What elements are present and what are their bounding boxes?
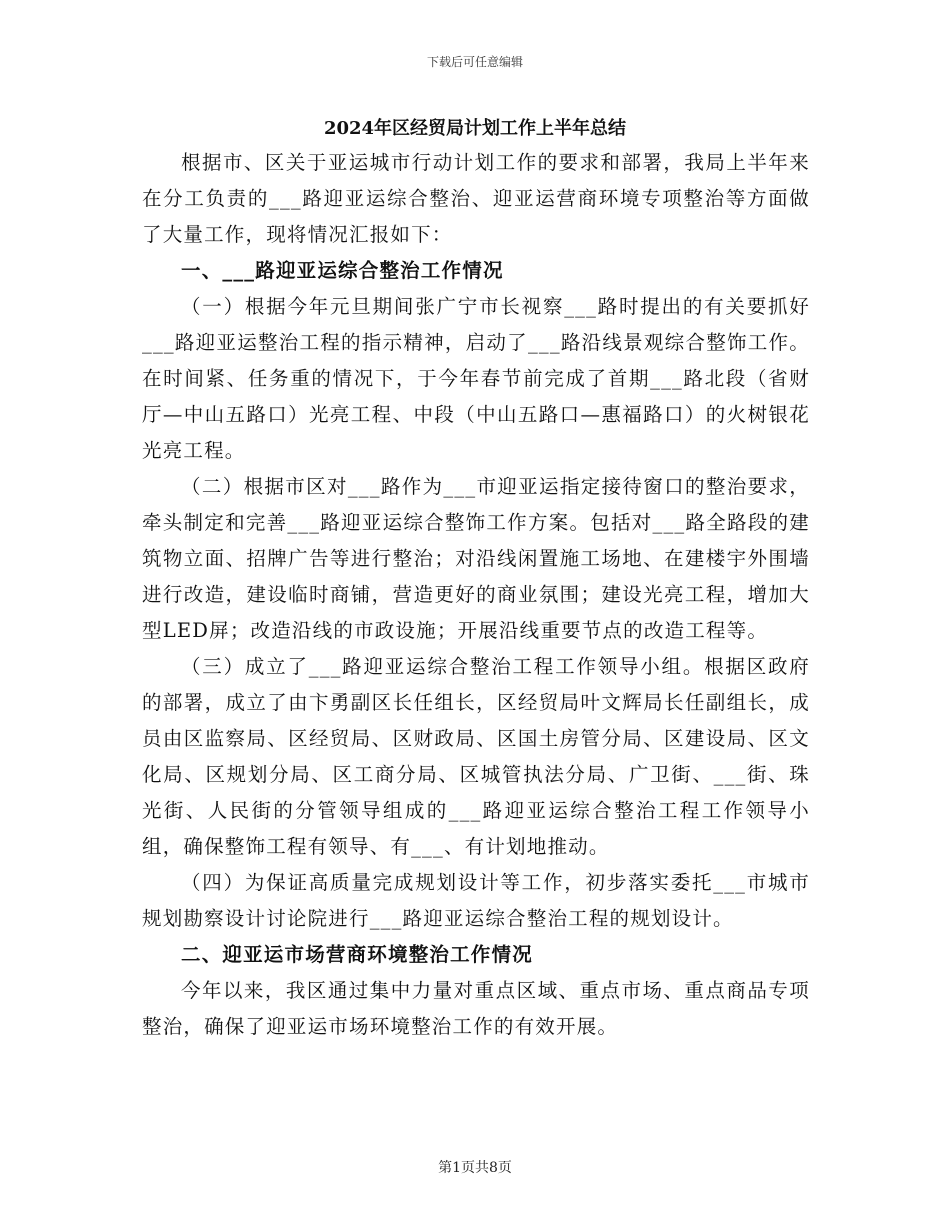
section1-paragraph-2: （二）根据市区对___路作为___市迎亚运指定接待窗口的整治要求，牵头制定和完善___路迎亚运综合整饰工作方案。包括对___路全路段的建筑物立面、招牌广告等进行整治；对沿线闲置施工场地、在建楼宇外围墙进行改造，建设临时商铺，营造更好的商业氛围；建设光亮工程，增加大型LED屏；改造沿线的市政设施；开展沿线重要节点的改造工程等。: [142, 475, 810, 642]
section2-paragraph-1: 今年以来，我区通过集中力量对重点区域、重点市场、重点商品专项整治，确保了迎亚运市场环境整治工作的有效开展。: [142, 979, 810, 1038]
section1-paragraph-1: （一）根据今年元旦期间张广宁市长视察___路时提出的有关要抓好___路迎亚运整治工程的指示精神，启动了___路沿线景观综合整饰工作。在时间紧、任务重的情况下，于今年春节前完成了首期___路北段（省财厅—中山五路口）光亮工程、中段（中山五路口—惠福路口）的火树银花光亮工程。: [142, 295, 810, 462]
document-title: 2024年区经贸局计划工作上半年总结: [323, 118, 627, 139]
section-heading-2: 二、迎亚运市场营商环境整治工作情况: [181, 943, 533, 966]
document-body: [142, 145, 810, 1045]
section1-paragraph-3: （三）成立了___路迎亚运综合整治工程工作领导小组。根据区政府的部署，成立了由卞勇副区长任组长，区经贸局叶文辉局长任副组长，成员由区监察局、区经贸局、区财政局、区国土房管分局、区建设局、区文化局、区规划分局、区工商分局、区城管执法分局、广卫街、___街、珠光街、人民街的分管领导组成的___路迎亚运综合整治工程工作领导小组，确保整饰工程有领导、有___、有计划地推动。: [142, 655, 810, 858]
page-number-footer: 第1页共8页: [438, 1160, 512, 1176]
intro-paragraph: 根据市、区关于亚运城市行动计划工作的要求和部署，我局上半年来在分工负责的___路迎亚运综合整治、迎亚运营商环境专项整治等方面做了大量工作，现将情况汇报如下：: [142, 151, 810, 246]
header-note: 下载后可任意编辑: [426, 55, 523, 69]
section-heading-1: 一、___路迎亚运综合整治工作情况: [181, 259, 504, 282]
section1-paragraph-4: （四）为保证高质量完成规划设计等工作，初步落实委托___市城市规划勘察设计讨论院进行___路迎亚运综合整治工程的规划设计。: [142, 871, 810, 930]
